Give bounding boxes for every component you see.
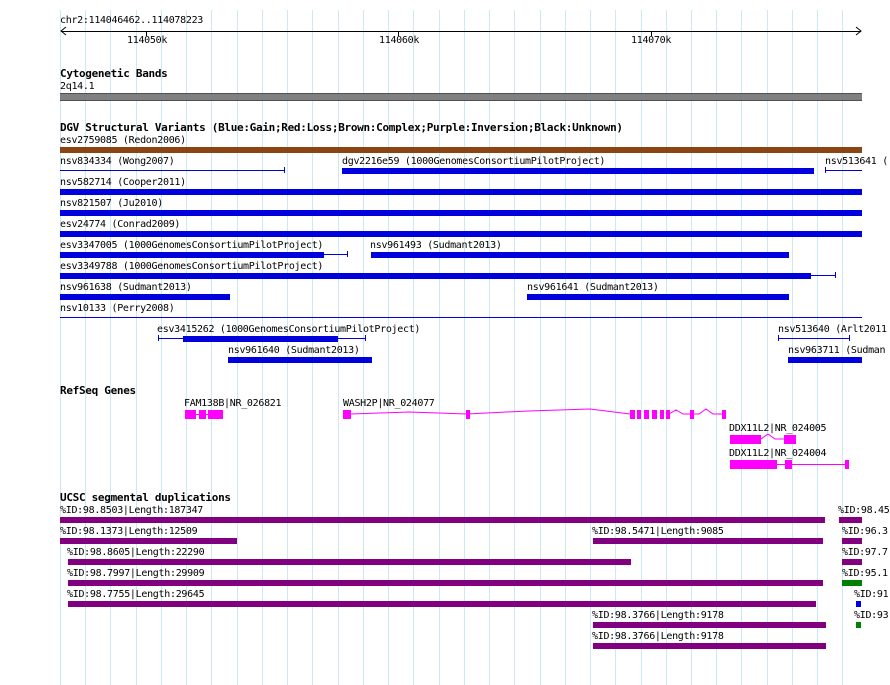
feature-label: dgv2216e59 (1000GenomesConsortiumPilotProject) — [342, 156, 606, 167]
gene-label: DDX11L2|NR_024005 — [729, 423, 827, 434]
feature-bar[interactable] — [68, 580, 823, 586]
gene-exon — [730, 460, 777, 469]
gene-intron — [792, 464, 845, 465]
gene-exon — [845, 460, 849, 469]
feature-label: nsv961641 (Sudmant2013) — [527, 282, 659, 293]
gene-intron — [777, 464, 785, 465]
track-title: Cytogenetic Bands — [60, 67, 168, 80]
feature-label: %ID:93 — [854, 610, 889, 621]
gene-exon — [784, 435, 796, 444]
feature-label: %ID:98.7997|Length:29909 — [67, 568, 205, 579]
feature-label: nsv961638 (Sudmant2013) — [60, 282, 192, 293]
feature-label: esv24774 (Conrad2009) — [60, 219, 181, 230]
gene-label: DDX11L2|NR_024004 — [729, 448, 827, 459]
feature-label: %ID:96.3 — [842, 526, 888, 537]
ruler-position-label: chr2:114046462..114078223 — [60, 15, 204, 26]
ruler-tick-label: 114050k — [127, 35, 168, 46]
feature-label: nsv961493 (Sudmant2013) — [370, 240, 502, 251]
cyto-band-label: 2q14.1 — [60, 81, 95, 92]
feature-label: nsv10133 (Perry2008) — [60, 303, 175, 314]
feature-label: nsv582714 (Cooper2011) — [60, 177, 186, 188]
feature-bar[interactable] — [842, 580, 862, 586]
feature-bar[interactable] — [842, 559, 862, 565]
gene-label: FAM138B|NR_026821 — [184, 398, 282, 409]
gene-exon — [785, 460, 792, 469]
track-title: UCSC segmental duplications — [60, 491, 231, 504]
feature-label: %ID:98.45 — [838, 505, 890, 516]
feature-label: nsv821507 (Ju2010) — [60, 198, 163, 209]
feature-label: %ID:97.7 — [842, 547, 888, 558]
feature-label: %ID:98.1373|Length:12509 — [60, 526, 198, 537]
feature-label: %ID:98.7755|Length:29645 — [67, 589, 205, 600]
gene-exon — [730, 435, 761, 444]
feature-label: esv3349788 (1000GenomesConsortiumPilotProject) — [60, 261, 324, 272]
feature-label: esv3415262 (1000GenomesConsortiumPilotProject) — [157, 324, 421, 335]
feature-label: esv3347005 (1000GenomesConsortiumPilotProject) — [60, 240, 324, 251]
feature-label: %ID:98.3766|Length:9178 — [592, 610, 724, 621]
feature-bar[interactable] — [593, 643, 826, 649]
feature-label: %ID:98.5471|Length:9085 — [592, 526, 724, 537]
feature-label: nsv513641 ( — [825, 156, 888, 167]
feature-label: %ID:91 — [854, 589, 889, 600]
feature-bar[interactable] — [842, 538, 862, 544]
track-title: RefSeq Genes — [60, 384, 136, 397]
feature-label: esv2759085 (Redon2006) — [60, 135, 186, 146]
feature-label: nsv963711 (Sudman — [788, 345, 886, 356]
feature-bar[interactable] — [856, 601, 861, 607]
feature-label: nsv513640 (Arlt2011 — [778, 324, 887, 335]
feature-label: %ID:98.8503|Length:187347 — [60, 505, 204, 516]
feature-bar[interactable] — [856, 622, 861, 628]
feature-label: %ID:98.3766|Length:9178 — [592, 631, 724, 642]
feature-bar[interactable] — [60, 538, 237, 544]
gene-label: WASH2P|NR_024077 — [343, 398, 435, 409]
track-title: DGV Structural Variants (Blue:Gain;Red:Loss;Brown:Complex;Purple:Inversion;Black:Unknown) — [60, 121, 623, 134]
feature-bar[interactable] — [68, 559, 631, 565]
feature-bar[interactable] — [839, 517, 862, 523]
feature-label: nsv834334 (Wong2007) — [60, 156, 175, 167]
ruler-tick-label: 114070k — [631, 35, 672, 46]
feature-bar[interactable] — [60, 517, 825, 523]
ruler-tick-label: 114060k — [379, 35, 420, 46]
feature-label: nsv961640 (Sudmant2013) — [228, 345, 360, 356]
feature-bar[interactable] — [68, 601, 816, 607]
feature-bar[interactable] — [593, 622, 826, 628]
feature-bar[interactable] — [593, 538, 823, 544]
feature-label: %ID:95.1 — [842, 568, 888, 579]
feature-label: %ID:98.8605|Length:22290 — [67, 547, 205, 558]
